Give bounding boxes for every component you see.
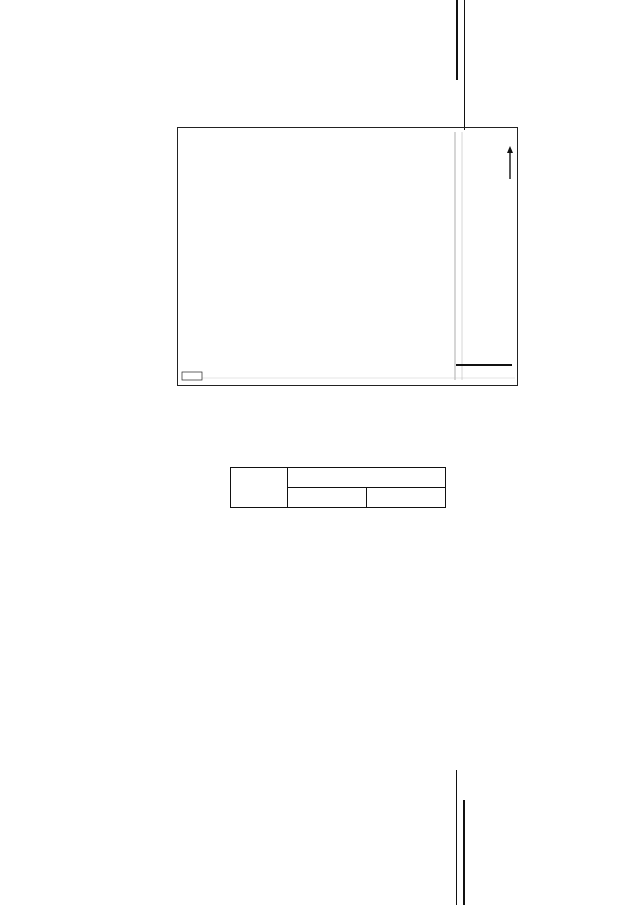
col-header-num: [231, 468, 288, 508]
legend-swatch: [182, 372, 202, 380]
scan-artifact-line: [463, 800, 465, 905]
scan-artifact-line: [456, 770, 457, 905]
boundary-map: [177, 127, 518, 386]
scan-artifact-line: [464, 0, 465, 130]
map-legend: [182, 372, 202, 380]
boundary-map-drawing: [178, 128, 519, 387]
col-header-y: [367, 488, 446, 508]
col-header-x: [288, 488, 367, 508]
scale-bar: [456, 364, 512, 366]
coordinates-table: [230, 467, 446, 508]
scan-artifact-line: [456, 0, 458, 80]
north-arrow-icon: [507, 146, 513, 179]
col-header-group: [288, 468, 446, 488]
